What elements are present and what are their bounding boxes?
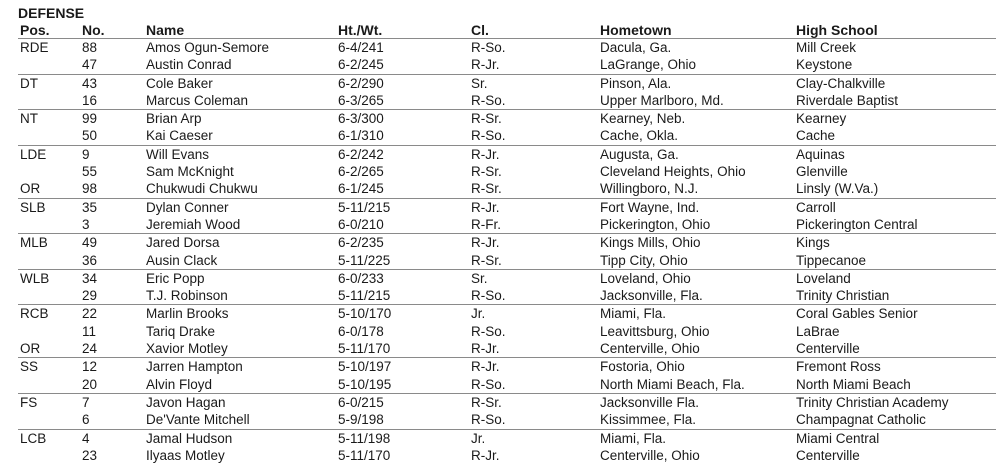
height-weight-cell: 6-0/178 <box>336 323 469 340</box>
position-cell: LCB <box>18 429 80 447</box>
position-cell <box>18 447 80 464</box>
name-cell: Jamal Hudson <box>144 429 336 447</box>
position-cell: OR <box>18 340 80 358</box>
position-cell: SS <box>18 358 80 376</box>
table-row <box>18 358 996 376</box>
column-header-position: Pos. <box>18 22 80 39</box>
position-cell: SLB <box>18 198 80 216</box>
high-school-cell: Loveland <box>794 269 996 287</box>
height-weight-cell: 5-11/215 <box>336 198 469 216</box>
table-row <box>18 269 996 287</box>
column-header-name: Name <box>144 22 336 39</box>
number-cell: 29 <box>80 287 144 305</box>
number-cell: 3 <box>80 216 144 234</box>
name-cell: Brian Arp <box>144 110 336 128</box>
height-weight-cell: 5-11/170 <box>336 340 469 358</box>
name-cell: De'Vante Mitchell <box>144 411 336 429</box>
hometown-cell: Centerville, Ohio <box>598 447 794 464</box>
height-weight-cell: 6-2/245 <box>336 56 469 74</box>
hometown-cell: Kings Mills, Ohio <box>598 234 794 252</box>
name-cell: Tariq Drake <box>144 323 336 340</box>
high-school-cell: North Miami Beach <box>794 376 996 394</box>
high-school-cell: LaBrae <box>794 323 996 340</box>
number-cell: 22 <box>80 305 144 323</box>
class-cell: R-So. <box>469 287 598 305</box>
number-cell: 47 <box>80 56 144 74</box>
hometown-cell: Pickerington, Ohio <box>598 216 794 234</box>
table-row <box>18 180 996 198</box>
hometown-cell: Upper Marlboro, Md. <box>598 92 794 110</box>
height-weight-cell: 5-11/225 <box>336 252 469 270</box>
class-cell: R-Sr. <box>469 393 598 411</box>
name-cell: Kai Caeser <box>144 127 336 145</box>
height-weight-cell: 6-2/235 <box>336 234 469 252</box>
high-school-cell: Trinity Christian <box>794 287 996 305</box>
name-cell: Austin Conrad <box>144 56 336 74</box>
name-cell: Jared Dorsa <box>144 234 336 252</box>
height-weight-cell: 6-2/290 <box>336 74 469 92</box>
position-cell <box>18 287 80 305</box>
position-cell: OR <box>18 180 80 198</box>
high-school-cell: Linsly (W.Va.) <box>794 180 996 198</box>
high-school-cell: Clay-Chalkville <box>794 74 996 92</box>
high-school-cell: Pickerington Central <box>794 216 996 234</box>
class-cell: Sr. <box>469 74 598 92</box>
high-school-cell: Cache <box>794 127 996 145</box>
position-cell: RCB <box>18 305 80 323</box>
height-weight-cell: 5-11/215 <box>336 287 469 305</box>
high-school-cell: Champagnat Catholic <box>794 411 996 429</box>
table-row <box>18 447 996 464</box>
number-cell: 43 <box>80 74 144 92</box>
height-weight-cell: 5-9/198 <box>336 411 469 429</box>
table-row <box>18 287 996 305</box>
height-weight-cell: 5-10/197 <box>336 358 469 376</box>
table-row <box>18 145 996 163</box>
name-cell: Jarren Hampton <box>144 358 336 376</box>
hometown-cell: Kissimmee, Fla. <box>598 411 794 429</box>
high-school-cell: Keystone <box>794 56 996 74</box>
class-cell: R-Sr. <box>469 163 598 180</box>
number-cell: 12 <box>80 358 144 376</box>
height-weight-cell: 5-11/170 <box>336 447 469 464</box>
number-cell: 34 <box>80 269 144 287</box>
class-cell: R-Jr. <box>469 198 598 216</box>
hometown-cell: Cleveland Heights, Ohio <box>598 163 794 180</box>
hometown-cell: North Miami Beach, Fla. <box>598 376 794 394</box>
number-cell: 4 <box>80 429 144 447</box>
position-cell <box>18 92 80 110</box>
hometown-cell: Dacula, Ga. <box>598 39 794 57</box>
hometown-cell: Fostoria, Ohio <box>598 358 794 376</box>
height-weight-cell: 6-0/210 <box>336 216 469 234</box>
table-row <box>18 323 996 340</box>
class-cell: R-Jr. <box>469 447 598 464</box>
name-cell: Jeremiah Wood <box>144 216 336 234</box>
height-weight-cell: 6-0/215 <box>336 393 469 411</box>
table-row <box>18 393 996 411</box>
hometown-cell: Pinson, Ala. <box>598 74 794 92</box>
number-cell: 6 <box>80 411 144 429</box>
number-cell: 49 <box>80 234 144 252</box>
height-weight-cell: 5-10/170 <box>336 305 469 323</box>
table-row <box>18 340 996 358</box>
hometown-cell: Kearney, Neb. <box>598 110 794 128</box>
position-cell <box>18 323 80 340</box>
hometown-cell: Cache, Okla. <box>598 127 794 145</box>
name-cell: Sam McKnight <box>144 163 336 180</box>
height-weight-cell: 5-11/198 <box>336 429 469 447</box>
hometown-cell: Leavittsburg, Ohio <box>598 323 794 340</box>
name-cell: Will Evans <box>144 145 336 163</box>
high-school-cell: Glenville <box>794 163 996 180</box>
table-row <box>18 252 996 270</box>
column-header-class: Cl. <box>469 22 598 39</box>
class-cell: R-So. <box>469 411 598 429</box>
high-school-cell: Mill Creek <box>794 39 996 57</box>
high-school-cell: Tippecanoe <box>794 252 996 270</box>
section-title: DEFENSE <box>18 5 84 21</box>
name-cell: Amos Ogun-Semore <box>144 39 336 57</box>
number-cell: 55 <box>80 163 144 180</box>
column-header-hometown: Hometown <box>598 22 794 39</box>
high-school-cell: Aquinas <box>794 145 996 163</box>
class-cell: R-Jr. <box>469 56 598 74</box>
table-row <box>18 376 996 394</box>
position-cell <box>18 163 80 180</box>
name-cell: Cole Baker <box>144 74 336 92</box>
height-weight-cell: 6-3/300 <box>336 110 469 128</box>
hometown-cell: Jacksonville Fla. <box>598 393 794 411</box>
name-cell: Alvin Floyd <box>144 376 336 394</box>
defense-roster-table <box>18 22 996 464</box>
hometown-cell: Centerville, Ohio <box>598 340 794 358</box>
position-cell <box>18 411 80 429</box>
high-school-cell: Miami Central <box>794 429 996 447</box>
number-cell: 9 <box>80 145 144 163</box>
class-cell: R-So. <box>469 323 598 340</box>
position-cell <box>18 127 80 145</box>
high-school-cell: Kearney <box>794 110 996 128</box>
position-cell <box>18 376 80 394</box>
class-cell: R-Sr. <box>469 110 598 128</box>
hometown-cell: Jacksonville, Fla. <box>598 287 794 305</box>
name-cell: Javon Hagan <box>144 393 336 411</box>
table-row <box>18 74 996 92</box>
height-weight-cell: 6-1/245 <box>336 180 469 198</box>
class-cell: R-Jr. <box>469 340 598 358</box>
high-school-cell: Fremont Ross <box>794 358 996 376</box>
number-cell: 99 <box>80 110 144 128</box>
column-header-height-weight: Ht./Wt. <box>336 22 469 39</box>
hometown-cell: Fort Wayne, Ind. <box>598 198 794 216</box>
table-row <box>18 234 996 252</box>
name-cell: Marcus Coleman <box>144 92 336 110</box>
number-cell: 24 <box>80 340 144 358</box>
column-header-high-school: High School <box>794 22 996 39</box>
hometown-cell: Augusta, Ga. <box>598 145 794 163</box>
high-school-cell: Centerville <box>794 447 996 464</box>
high-school-cell: Coral Gables Senior <box>794 305 996 323</box>
hometown-cell: LaGrange, Ohio <box>598 56 794 74</box>
hometown-cell: Tipp City, Ohio <box>598 252 794 270</box>
number-cell: 50 <box>80 127 144 145</box>
position-cell: RDE <box>18 39 80 57</box>
number-cell: 16 <box>80 92 144 110</box>
hometown-cell: Loveland, Ohio <box>598 269 794 287</box>
height-weight-cell: 6-1/310 <box>336 127 469 145</box>
class-cell: R-Jr. <box>469 145 598 163</box>
name-cell: Eric Popp <box>144 269 336 287</box>
position-cell: NT <box>18 110 80 128</box>
name-cell: Ilyaas Motley <box>144 447 336 464</box>
name-cell: Marlin Brooks <box>144 305 336 323</box>
class-cell: Jr. <box>469 429 598 447</box>
roster-body <box>18 39 996 464</box>
class-cell: R-Sr. <box>469 180 598 198</box>
column-header-number: No. <box>80 22 144 39</box>
class-cell: R-So. <box>469 92 598 110</box>
hometown-cell: Miami, Fla. <box>598 305 794 323</box>
position-cell: FS <box>18 393 80 411</box>
high-school-cell: Carroll <box>794 198 996 216</box>
number-cell: 88 <box>80 39 144 57</box>
position-cell: MLB <box>18 234 80 252</box>
number-cell: 11 <box>80 323 144 340</box>
height-weight-cell: 5-10/195 <box>336 376 469 394</box>
number-cell: 98 <box>80 180 144 198</box>
position-cell: LDE <box>18 145 80 163</box>
position-cell <box>18 56 80 74</box>
table-row <box>18 56 996 74</box>
table-row <box>18 198 996 216</box>
name-cell: Dylan Conner <box>144 198 336 216</box>
class-cell: R-Jr. <box>469 234 598 252</box>
class-cell: R-So. <box>469 127 598 145</box>
class-cell: R-Fr. <box>469 216 598 234</box>
table-row <box>18 92 996 110</box>
height-weight-cell: 6-4/241 <box>336 39 469 57</box>
number-cell: 35 <box>80 198 144 216</box>
class-cell: R-So. <box>469 376 598 394</box>
hometown-cell: Willingboro, N.J. <box>598 180 794 198</box>
table-row <box>18 305 996 323</box>
position-cell: DT <box>18 74 80 92</box>
header-row <box>18 22 996 39</box>
position-cell: WLB <box>18 269 80 287</box>
class-cell: R-Sr. <box>469 252 598 270</box>
position-cell <box>18 252 80 270</box>
number-cell: 7 <box>80 393 144 411</box>
height-weight-cell: 6-2/242 <box>336 145 469 163</box>
table-row <box>18 39 996 57</box>
table-row <box>18 127 996 145</box>
number-cell: 23 <box>80 447 144 464</box>
height-weight-cell: 6-2/265 <box>336 163 469 180</box>
number-cell: 20 <box>80 376 144 394</box>
name-cell: Ausin Clack <box>144 252 336 270</box>
position-cell <box>18 216 80 234</box>
table-row <box>18 216 996 234</box>
table-row <box>18 163 996 180</box>
number-cell: 36 <box>80 252 144 270</box>
table-row <box>18 411 996 429</box>
name-cell: T.J. Robinson <box>144 287 336 305</box>
height-weight-cell: 6-3/265 <box>336 92 469 110</box>
hometown-cell: Miami, Fla. <box>598 429 794 447</box>
high-school-cell: Kings <box>794 234 996 252</box>
class-cell: R-Jr. <box>469 358 598 376</box>
class-cell: Jr. <box>469 305 598 323</box>
table-row <box>18 429 996 447</box>
high-school-cell: Centerville <box>794 340 996 358</box>
class-cell: Sr. <box>469 269 598 287</box>
name-cell: Chukwudi Chukwu <box>144 180 336 198</box>
name-cell: Xavior Motley <box>144 340 336 358</box>
table-row <box>18 110 996 128</box>
high-school-cell: Trinity Christian Academy <box>794 393 996 411</box>
height-weight-cell: 6-0/233 <box>336 269 469 287</box>
class-cell: R-So. <box>469 39 598 57</box>
high-school-cell: Riverdale Baptist <box>794 92 996 110</box>
